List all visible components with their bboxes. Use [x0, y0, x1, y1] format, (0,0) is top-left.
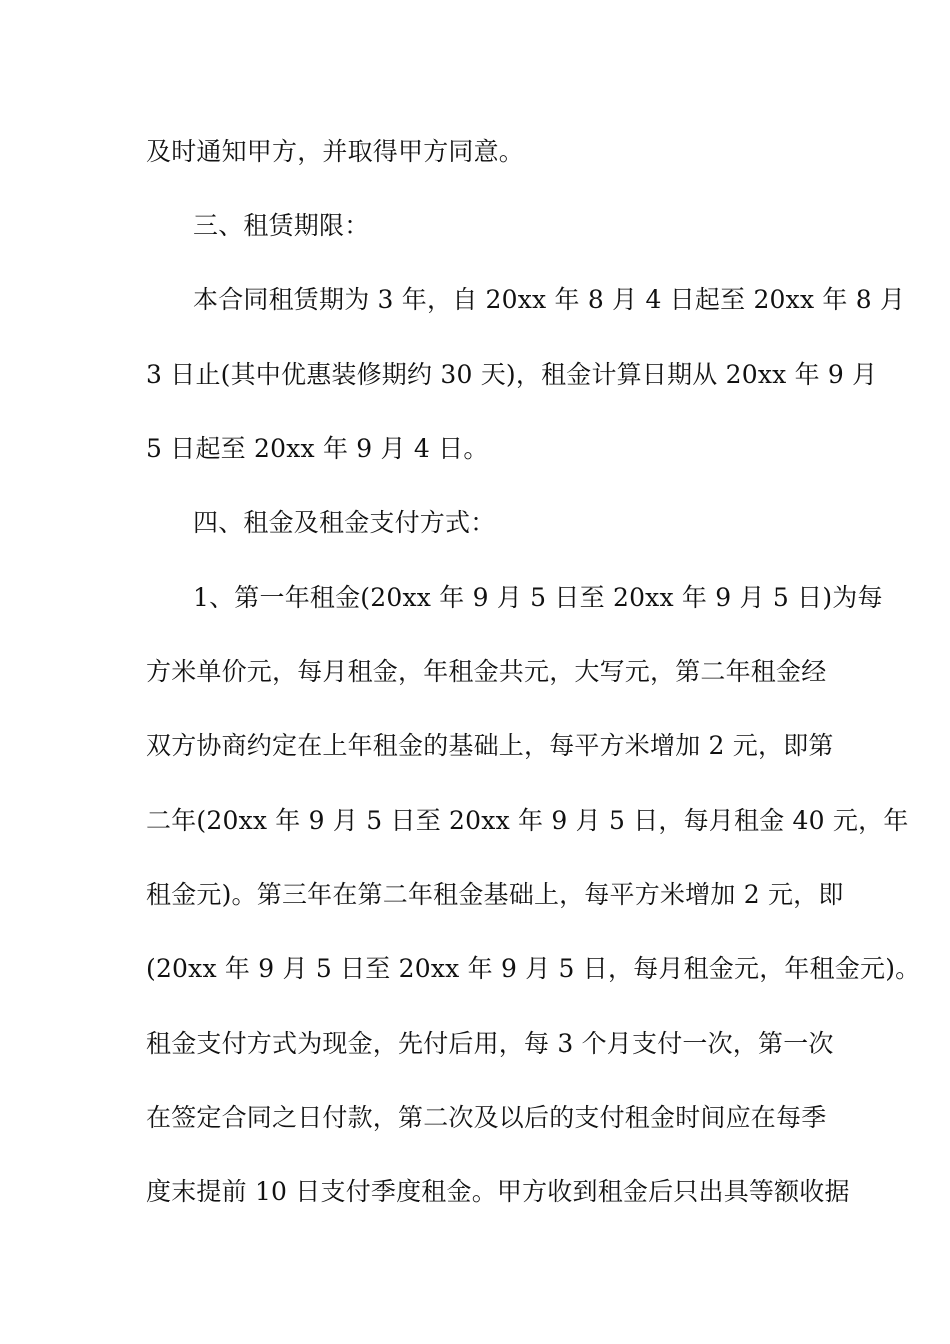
paragraph-line-8: 方米单价元，每月租金，年租金共元，大写元，第二年租金经 [146, 657, 827, 686]
paragraph-line-3: 本合同租赁期为 3 年，自 20xx 年 8 月 4 日起至 20xx 年 8 月 [193, 285, 906, 314]
section-heading-lease-term: 三、租赁期限： [193, 211, 370, 240]
paragraph-line-4: 3 日止(其中优惠装修期约 30 天)，租金计算日期从 20xx 年 9 月 [146, 360, 878, 389]
paragraph-line-9: 双方协商约定在上年租金的基础上，每平方米增加 2 元，即第 [146, 731, 834, 760]
paragraph-line-1: 及时通知甲方，并取得甲方同意。 [146, 137, 525, 166]
paragraph-line-7: 1、第一年租金(20xx 年 9 月 5 日至 20xx 年 9 月 5 日)为每 [193, 583, 883, 612]
paragraph-line-5: 5 日起至 20xx 年 9 月 4 日。 [146, 434, 489, 463]
paragraph-line-13: 租金支付方式为现金，先付后用，每 3 个月支付一次，第一次 [146, 1029, 834, 1058]
paragraph-line-10: 二年(20xx 年 9 月 5 日至 20xx 年 9 月 5 日，每月租金 40 元，年 [146, 806, 909, 835]
paragraph-line-15: 度末提前 10 日支付季度租金。甲方收到租金后只出具等额收据 [146, 1177, 850, 1206]
section-heading-rent-payment: 四、租金及租金支付方式： [193, 508, 496, 537]
paragraph-line-14: 在签定合同之日付款，第二次及以后的支付租金时间应在每季 [146, 1103, 827, 1132]
paragraph-line-12: (20xx 年 9 月 5 日至 20xx 年 9 月 5 日，每月租金元，年租金元)。 [146, 954, 921, 983]
paragraph-line-11: 租金元)。第三年在第二年租金基础上，每平方米增加 2 元，即 [146, 880, 844, 909]
